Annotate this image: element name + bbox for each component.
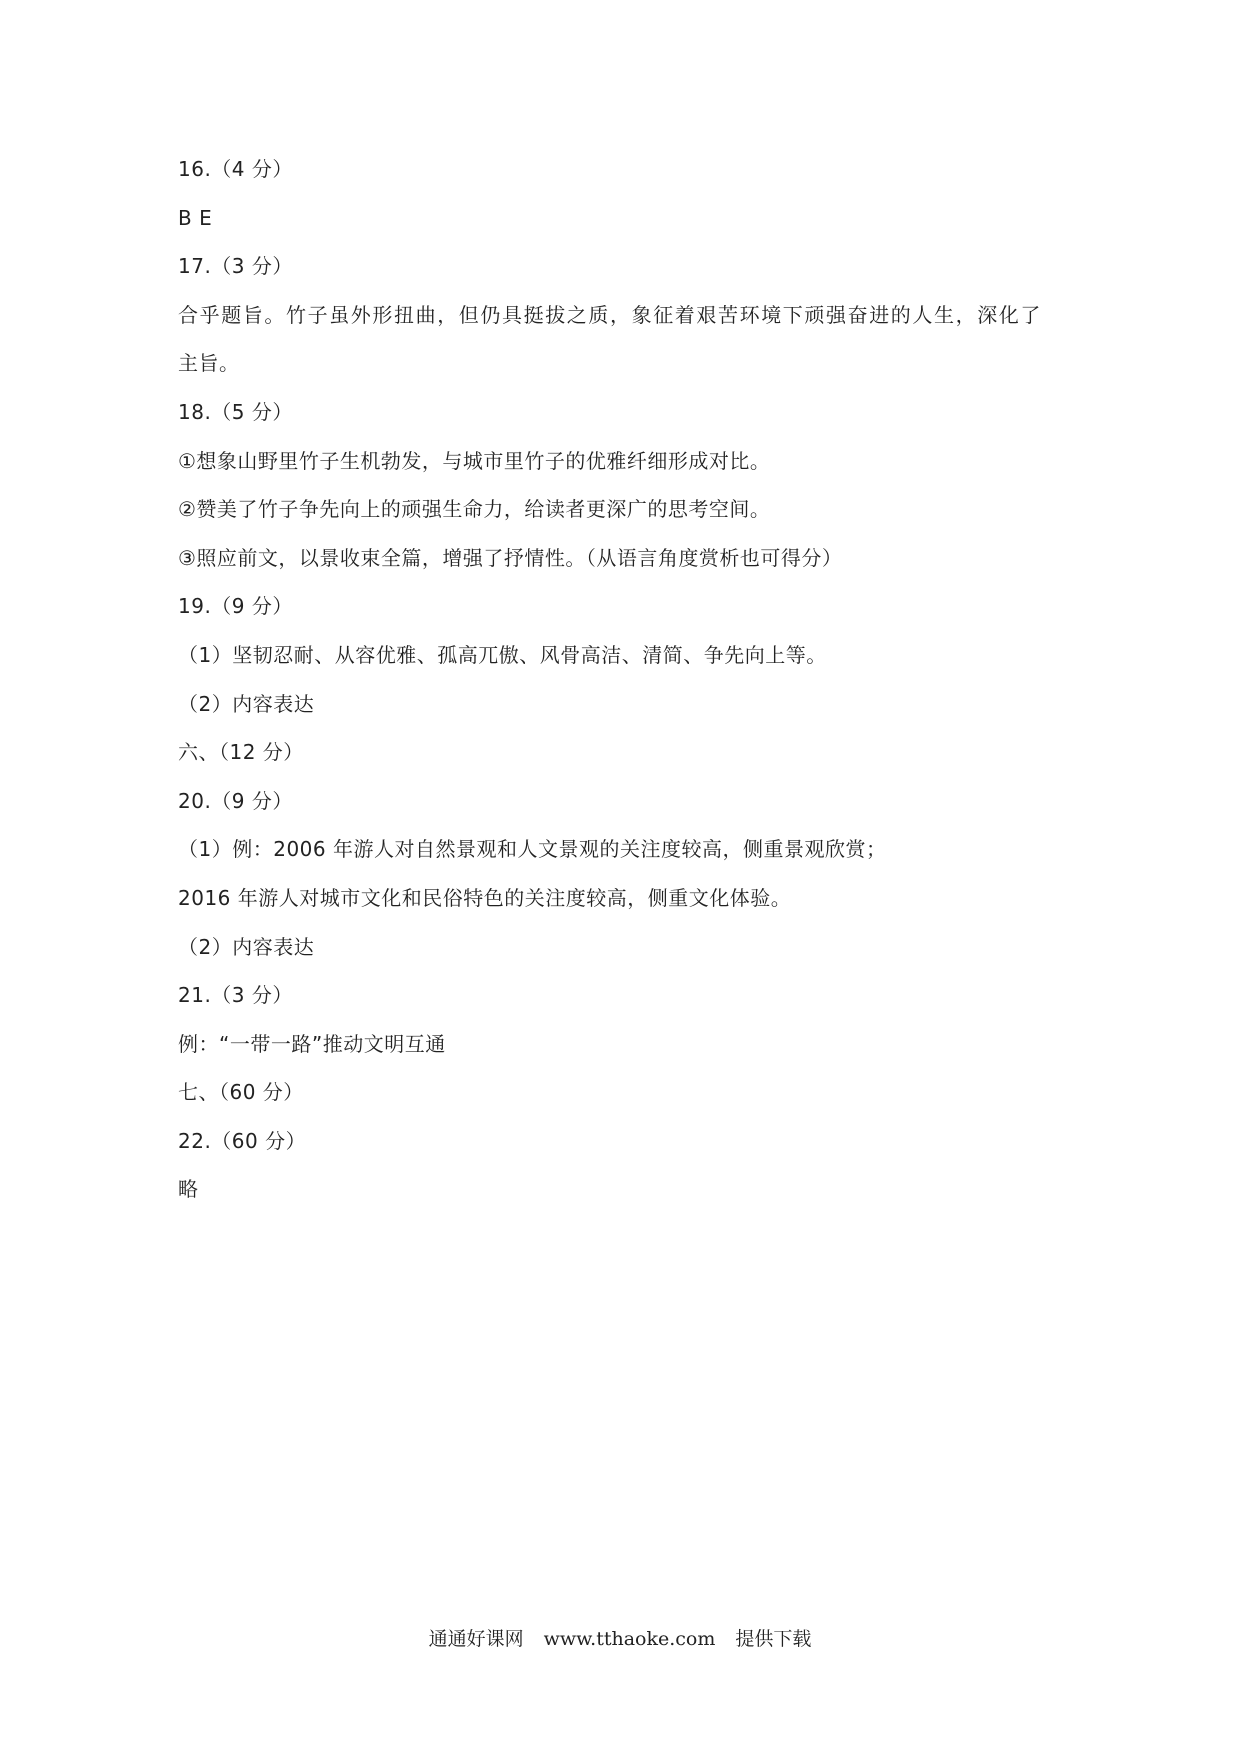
answer-line-q19-score: 19.（9 分） bbox=[178, 594, 293, 619]
section-six-heading: 六、（12 分） bbox=[178, 740, 304, 765]
answer-line-q22-answer: 略 bbox=[178, 1177, 199, 1202]
page-footer bbox=[0, 1624, 1240, 1651]
answer-line-q21-score: 21.（3 分） bbox=[178, 983, 293, 1008]
answer-line-q18-score: 18.（5 分） bbox=[178, 399, 293, 424]
answer-line-q18-point1: ①想象山野里竹子生机勃发，与城市里竹子的优雅纤细形成对比。 bbox=[178, 448, 771, 473]
section-seven-heading: 七、（60 分） bbox=[178, 1080, 304, 1105]
answer-line-q18-point2: ②赞美了竹子争先向上的顽强生命力，给读者更深广的思考空间。 bbox=[178, 497, 771, 522]
answer-line-q19-part1: （1）坚韧忍耐、从容优雅、孤高兀傲、风骨高洁、清简、争先向上等。 bbox=[178, 642, 827, 667]
footer-url: www.tthaoke.com bbox=[543, 1628, 716, 1650]
answer-line-q20-part1: （1）例：2006 年游人对自然景观和人文景观的关注度较高，侧重景观欣赏； bbox=[178, 837, 887, 862]
footer-site-name: 通通好课网 bbox=[428, 1628, 524, 1650]
answer-line-q16-answer: B E bbox=[178, 205, 213, 230]
answer-line-q17-text-cont: 主旨。 bbox=[178, 351, 240, 376]
footer-suffix: 提供下载 bbox=[735, 1628, 812, 1650]
answer-key bbox=[178, 158, 1098, 1227]
answer-line-q17-score: 17.（3 分） bbox=[178, 254, 293, 279]
answer-line-q22-score: 22.（60 分） bbox=[178, 1128, 307, 1153]
answer-line-q20-score: 20.（9 分） bbox=[178, 788, 293, 813]
answer-line-q21-answer: 例：“一带一路”推动文明互通 bbox=[178, 1031, 446, 1056]
answer-line-q20-part1-cont: 2016 年游人对城市文化和民俗特色的关注度较高，侧重文化体验。 bbox=[178, 885, 792, 910]
answer-line-q19-part2: （2）内容表达 bbox=[178, 691, 315, 716]
answer-line-q20-part2: （2）内容表达 bbox=[178, 934, 315, 959]
answer-line-q17-text: 合乎题旨。竹子虽外形扭曲，但仍具挺拔之质，象征着艰苦环境下顽强奋进的人生，深化了 bbox=[178, 302, 1042, 327]
answer-line-q16-score: 16.（4 分） bbox=[178, 157, 293, 181]
answer-line-q18-point3: ③照应前文，以景收束全篇，增强了抒情性。（从语言角度赏析也可得分） bbox=[178, 545, 843, 570]
